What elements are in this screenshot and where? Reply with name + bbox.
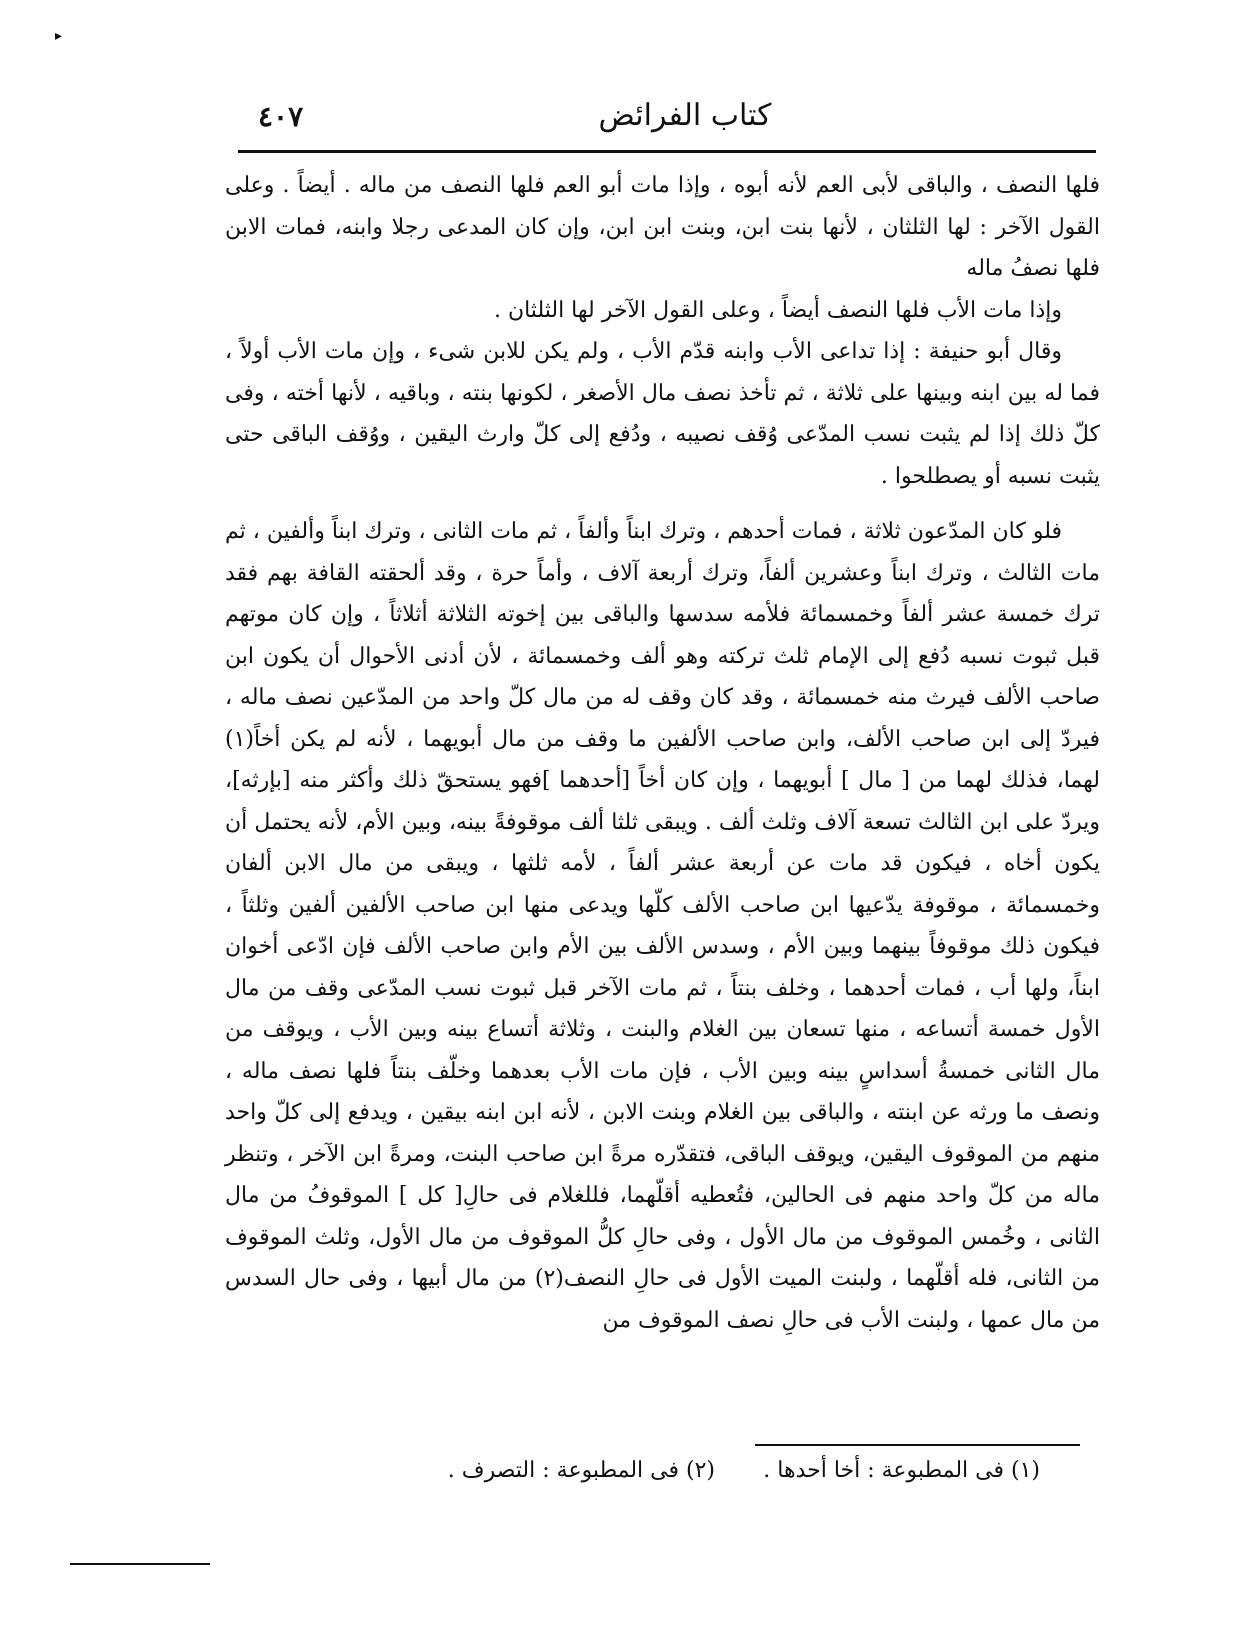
header-rule [238,150,1096,153]
footnote-2: (٢) فى المطبوعة : التصرف . [447,1458,715,1483]
paragraph: فلها النصف ، والباقى لأبى العم لأنه أبوه ، وإذا مات أبو العم فلها النصف من ماله . أيضاً . وعلى القول الآخر : لها الثلثان ، لأنها بنت ابن، وبنت ابن ابن، وإن كان المدعى رجلا وابنه، فمات الابن فلها نصفُ ماله [225,173,1100,281]
bottom-rule [70,1563,210,1565]
footnote-rule [755,1444,1080,1446]
body-text [225,165,1100,1341]
running-title: كتاب الفرائض [598,98,772,133]
footnote-1: (١) فى المطبوعة : أخا أحدها . [763,1458,1040,1483]
paragraph: وقال أبو حنيفة : إذا تداعى الأب وابنه قدّم الأب ، ولم يكن للابن شىء ، وإن مات الأب أولاً ، فما له بين ابنه وبينها على ثلاثة ، ثم تأخذ نصف مال الأصغر ، لكونها بنته ، وباقيه ، لأنها أخته ، وفى كلّ ذلك إذا لم يثبت نسب المدّعى وُقف نصيبه ، ودُفع إلى كلّ وارث اليقين ، ووُقف الباقى حتى يثبت نسبه أو يصطلحوا . [225,339,1100,489]
paragraph: وإذا مات الأب فلها النصف أيضاً ، وعلى القول الآخر لها الثلثان . [493,297,1062,323]
page-number: ٤٠٧ [258,100,304,133]
paragraph: فلو كان المدّعون ثلاثة ، فمات أحدهم ، وترك ابناً وألفاً ، ثم مات الثانى ، وترك ابناً وألفين ، ثم مات الثالث ، وترك ابناً وعشرين ألفاً، وترك أربعة آلاف ، وأماً حرة ، وقد ألحقته القافة بهم فقد ترك خمسة عشر ألفاً وخمسمائة فلأمه سدسها والباقى بين إخوته الثلاثة أثلاثاً ، وإن كان موتهم قبل ثبوت نسبه دُفع إلى الإمام ثلث تركته وهو ألف وخمسمائة ، لأن أدنى الأحوال أن يكون ابن صاحب الألف فيرث منه خمسمائة ، وقد كان وقف له من مال كلّ واحد من المدّعين نصف ماله ، فيردّ إلى ابن صاحب الألف، وابن صاحب الألفين ما وقف من مال أبويهما ، لأنه لم يكن أخاً(١) لهما، فذلك لهما من [ مال ] أبويهما ، وإن كان أخاً [أحدهما ]فهو يستحقّ ذلك وأكثر منه [بإرثه]، ويردّ على ابن الثالث تسعة آلاف وثلث ألف . ويبقى ثلثا ألف موقوفةً بينه، وبين الأم، لأنه يحتمل أن يكون أخاه ، فيكون قد مات عن أربعة عشر ألفاً ، لأمه ثلثها ، ويبقى من مال الابن ألفان وخمسمائة ، موقوفة يدّعيها ابن صاحب الألف كلّها ويدعى منها ابن صاحب الألفين ألفين وثلثاً ، فيكون ذلك موقوفاً بينهما وبين الأم ، وسدس الألف بين الأم وابن صاحب الألف فإن ادّعى أخوان ابناً، ولها أب ، فمات أحدهما ، وخلف بنتاً ، ثم مات الآخر قبل ثبوت نسب المدّعى وقف من مال الأول خمسة أتساعه ، منها تسعان بين الغلام والبنت ، وثلاثة أتساع بينه وبين الأب ، ويوقف من مال الثانى خمسةُ أسداسٍ بينه وبين الأب ، فإن مات الأب بعدهما وخلّف بنتاً فلها نصف ماله ، ونصف ما ورثه عن ابنته ، والباقى بين الغلام وبنت الابن ، لأنه ابن ابنه بيقين ، ويدفع إلى كلّ واحد منهم من الموقوف اليقين، ويوقف الباقى، فتقدّره مرةً ابن صاحب البنت، ومرةً ابن الآخر ، وتنظر ماله من كلّ واحد منهم فى الحالين، فتُعطيه أقلّهما، فللغلام فى حالِ[ كل ] الموقوفُ من مال الثانى ، وخُمس الموقوف من مال الأول ، وفى حالِ كلُّ الموقوف من مال الأول، وثلث الموقوف من الثانى، فله أقلّهما ، ولبنت الميت الأول فى حالِ النصف(٢) من مال أبيها ، وفى حال السدس من مال عمها ، ولبنت الأب فى حالِ نصف الموقوف من [225,519,1100,1333]
page-corner-mark: ▸ [55,28,63,44]
